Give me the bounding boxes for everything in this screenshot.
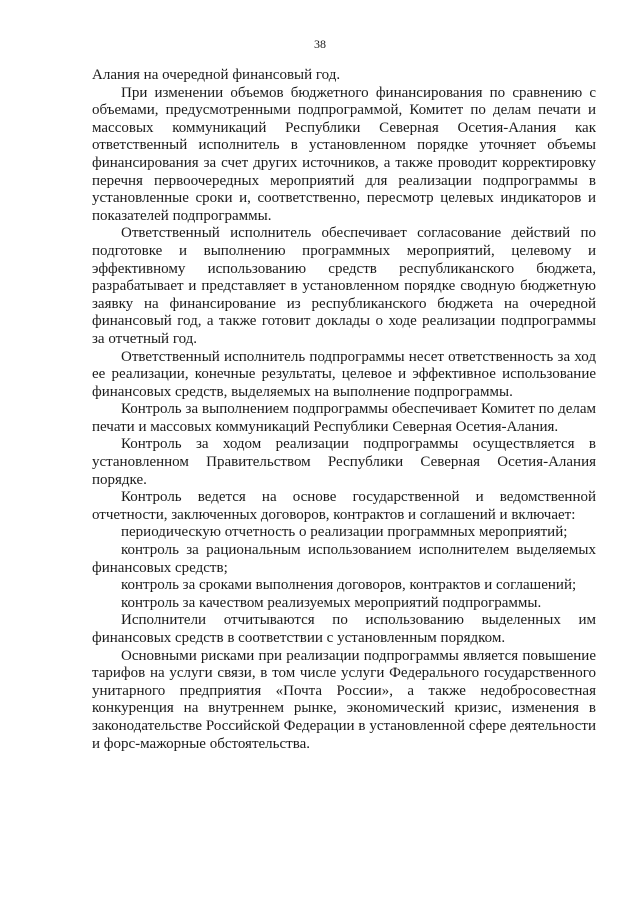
list-item-rational-use: контроль за рациональным использованием исполнителем выделяемых финансовых средств; bbox=[92, 542, 596, 576]
paragraph-executors-report: Исполнители отчитываются по использованию выделенных им финансовых средств в соответствии с установленным порядком. bbox=[92, 612, 596, 646]
paragraph-control-committee: Контроль за выполнением подпрограммы обеспечивает Комитет по делам печати и массовых коммуникаций Республики Северная Осетия-Алания. bbox=[92, 401, 596, 435]
paragraph-funding-changes: При изменении объемов бюджетного финансирования по сравнению с объемами, предусмотренными подпрограммой, Комитет по делам печати и массовых коммуникаций Республики Северная Осетия-Алания как ответственный исполнитель в установленном порядке уточняет объемы финансирования за счет других источников, а также проводит корректировку перечня первоочередных мероприятий для реализации подпрограммы в установленные сроки и, соответственно, пересмотр целевых индикаторов и показателей подпрограммы. bbox=[92, 84, 596, 224]
paragraph-executor-coordination: Ответственный исполнитель обеспечивает согласование действий по подготовке и выполнению программных мероприятий, целевому и эффективному использованию средств республиканского бюджета, разрабатывает и представляет в установленном порядке сводную бюджетную заявку на финансирование из республиканского бюджета на очередной финансовый год, а также готовит доклады о ходе реализации подпрограммы за отчетный год. bbox=[92, 225, 596, 347]
paragraph-control-government: Контроль за ходом реализации подпрограммы осуществляется в установленном Правительством Республики Северная Осетия-Алания порядке. bbox=[92, 436, 596, 488]
list-item-periodic-reporting: периодическую отчетность о реализации программных мероприятий; bbox=[121, 524, 568, 541]
paragraph-risks: Основными рисками при реализации подпрограммы является повышение тарифов на услуги связи, в том числе услуги Федерального государственного унитарного предприятия «Почта России», а также недобросовестная конкуренция на внутреннем рынке, экономический кризис, изменения в законодательстве Российской Федерации в установленной сфере деятельности и форс-мажорные обстоятельства. bbox=[92, 647, 596, 752]
paragraph-control-basis: Контроль ведется на основе государственной и ведомственной отчетности, заключенных договоров, контрактов и соглашений и включает: bbox=[92, 489, 596, 523]
list-item-deadlines: контроль за сроками выполнения договоров, контрактов и соглашений; bbox=[121, 577, 577, 594]
document-body bbox=[92, 67, 596, 753]
paragraph-executor-responsibility: Ответственный исполнитель подпрограммы несет ответственность за ход ее реализации, конечные результаты, целевое и эффективное использование финансовых средств, выделяемых на выполнение подпрограммы. bbox=[92, 348, 596, 400]
list-item-quality: контроль за качеством реализуемых мероприятий подпрограммы. bbox=[121, 594, 542, 611]
paragraph-continuation: Алания на очередной финансовый год. bbox=[92, 67, 341, 83]
page-number: 38 bbox=[314, 37, 326, 51]
